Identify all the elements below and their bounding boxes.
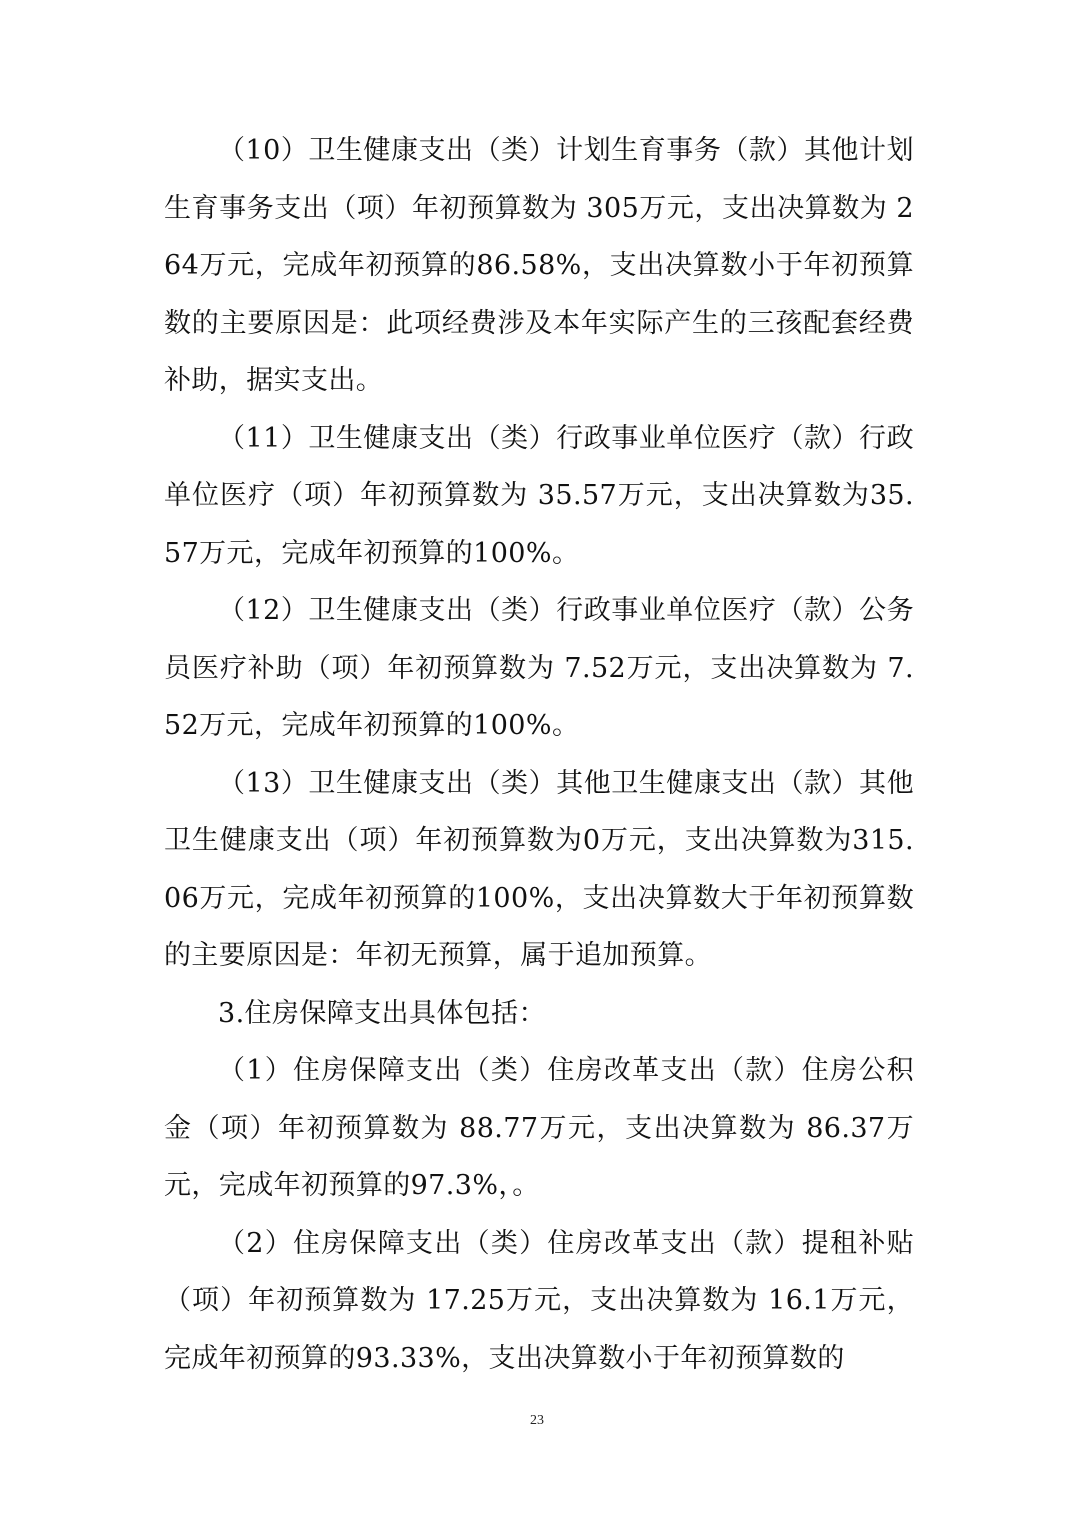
page-number: 23 xyxy=(530,1413,544,1428)
paragraph-housing-2: （2）住房保障支出（类）住房改革支出（款）提租补贴（项）年初预算数为 17.25万元，支出决算数为 16.1万元，完成年初预算的93.33%，支出决算数小于年初预算数的 xyxy=(164,1227,914,1374)
body-text xyxy=(164,122,914,1387)
paragraph-item-13: （13）卫生健康支出（类）其他卫生健康支出（款）其他卫生健康支出（项）年初预算数为0万元，支出决算数为315.06万元，完成年初预算的100%，支出决算数大于年初预算数的主要原因是：年初无预算，属于追加预算。 xyxy=(164,767,914,971)
paragraph-housing-1: （1）住房保障支出（类）住房改革支出（款）住房公积金（项）年初预算数为 88.77万元，支出决算数为 86.37万元，完成年初预算的97.3%，。 xyxy=(164,1055,914,1201)
paragraph-item-11: （11）卫生健康支出（类）行政事业单位医疗（款）行政单位医疗（项）年初预算数为 35.57万元，支出决算数为35.57万元，完成年初预算的100%。 xyxy=(164,422,914,569)
paragraph-item-10: （10）卫生健康支出（类）计划生育事务（款）其他计划生育事务支出（项）年初预算数为 305万元，支出决算数为 264万元，完成年初预算的86.58%，支出决算数小于年初预算数的主要原因是：此项经费涉及本年实际产生的三孩配套经费补助，据实支出。 xyxy=(164,135,914,396)
paragraph-item-12: （12）卫生健康支出（类）行政事业单位医疗（款）公务员医疗补助（项）年初预算数为 7.52万元，支出决算数为 7.52万元，完成年初预算的100%。 xyxy=(164,595,914,741)
section-heading-housing: 3.住房保障支出具体包括： xyxy=(218,997,546,1029)
